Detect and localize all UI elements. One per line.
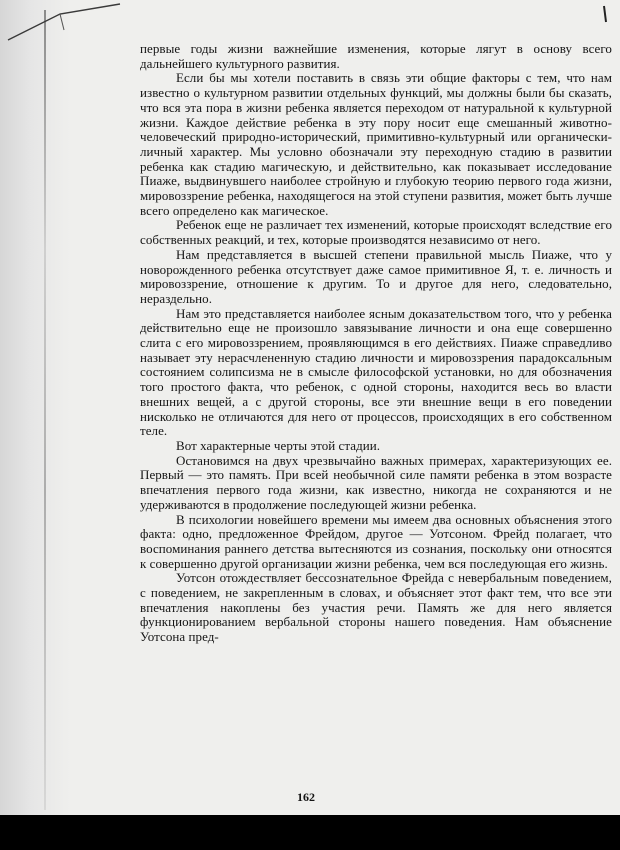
binding-edge — [44, 10, 46, 810]
paragraph: Уотсон отождествляет бессознательное Фрейда с невербальным поведением, с поведением, не закрепленным в словах, и объясняет этот факт тем, что все эти впечатления накоплены без участия речи. Память же для него является функционированием вербальной стороны нашего поведения. Нам объяснение Уотсона пред- — [140, 570, 612, 645]
paragraph: Если бы мы хотели поставить в связь эти общие факторы с тем, что нам известно о культурном развитии отдельных функций, мы должны были бы сказать, что вся эта пора в жизни ребенка является переходом от натуральной к культурной жизни. Каждое действие ребенка в эту пору носит еще смешанный животно-человеческий природно-исторический, примитивно-культурный или органически-личный характер. Мы условно обозначали эту переходную стадию в развитии ребенка как стадию магическую, и действительно, как показывает исследование Пиаже, выдвинувшего наиболее стройную и глубокую теорию первого года жизни, мировоззрение ребенка, находящегося на этой ступени развития, может быть лучше всего определено как магическое. — [140, 70, 612, 218]
paragraph: первые годы жизни важнейшие изменения, которые лягут в основу всего дальнейшего культурного развития. — [140, 41, 612, 71]
paragraph: Остановимся на двух чрезвычайно важных примерах, характеризующих ее. Первый — это память. При всей необычной силе памяти ребенка в этом возрасте впечатления первого года жизни, как известно, никогда не сохраняются и не удерживаются в продолжение последующей жизни ребенка. — [140, 452, 612, 512]
paragraph: Вот характерные черты этой стадии. — [176, 437, 381, 453]
paragraph: Нам представляется в высшей степени правильной мысль Пиаже, что у новорожденного ребенка отсутствует даже самое примитивное Я, т. е. личность и мировоззрение, отношение к другим. То и другое для него, следовательно, нераздельно. — [140, 246, 612, 306]
scan-bottom-band — [0, 815, 620, 850]
page-body — [140, 42, 612, 645]
page-number-row — [0, 790, 620, 805]
page-number: 162 — [297, 790, 315, 804]
paragraph: Нам это представляется наиболее ясным доказательством того, что у ребенка действительно еще не произошло завязывание личности и она еще совершенно слита с его мировоззрением, проявляющимся в его действиях. Пиаже справедливо называет эту нерасчлененную стадию личности и мировоззрения парадоксальным состоянием солипсизма не в смысле философской установки, но для обозначения того простого факта, что ребенок, с одной стороны, находится весь во власти внешних вещей, а с другой стороны, все эти внешние вещи в его поведении нисколько не отличаются для него от процессов, происходящих в его собственном теле. — [140, 305, 612, 439]
paragraph: В психологии новейшего времени мы имеем два основных объяснения этого факта: одно, предложенное Фрейдом, другое — Уотсоном. Фрейд полагает, что воспоминания раннего детства вытесняются из сознания, поскольку они относятся к совершенно другой организации жизни ребенка, чем вся последующая его жизнь. — [140, 511, 612, 571]
paragraph: Ребенок еще не различает тех изменений, которые происходят вследствие его собственных реакций, и тех, которые производятся независимо от него. — [140, 217, 612, 248]
binding-shadow — [0, 0, 70, 815]
